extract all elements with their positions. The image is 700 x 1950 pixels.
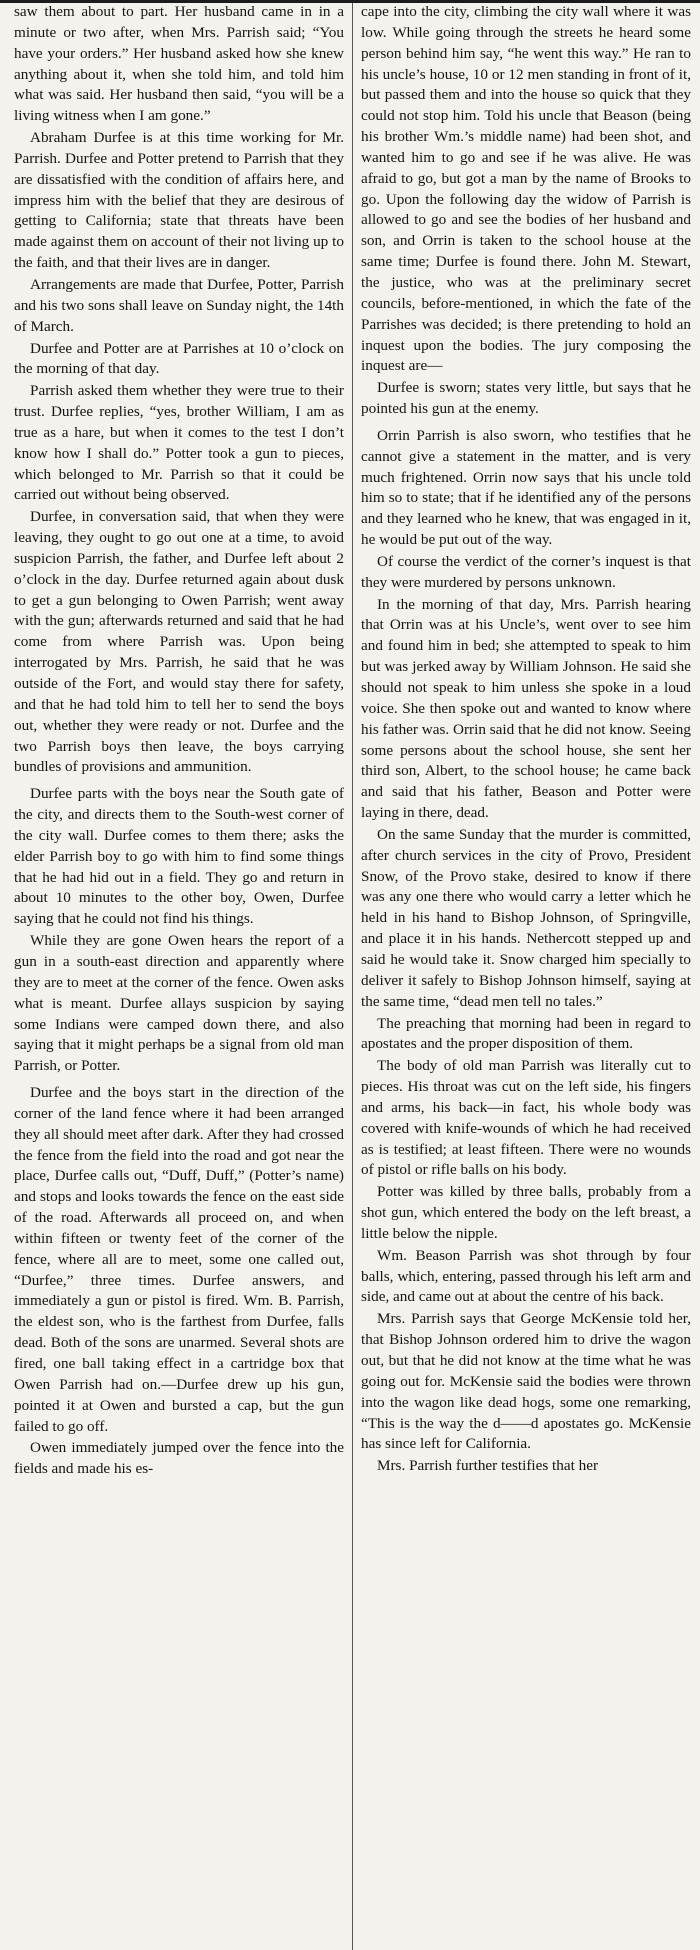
paragraph: Owen immediately jumped over the fence into the fields and made his es- <box>14 1439 344 1478</box>
paragraph: Abraham Durfee is at this time working for Mr. Parrish. Durfee and Potter pretend to Parrish that they are dissatisfied with the condition of affairs here, and impress him with the belief that they are desirous of getting to California; state that threats have been made against them on account of their not living up to the faith, and that their lives are in danger. <box>14 129 344 272</box>
paragraph: On the same Sunday that the murder is committed, after church services in the city of Provo, President Snow, of the Provo stake, desired to know if there was any one there who would carry a letter which he held in his hand to Bishop Johnson, of Springville, and place it in his hands. Nethercott stepped up and said he would take it. Snow charged him specially to deliver it safely to Bishop Johnson himself, saying at the same time, “dead men tell no tales.” <box>361 825 691 1010</box>
paragraph: In the morning of that day, Mrs. Parrish hearing that Orrin was at his Uncle’s, went over to see him and found him in bed; she attempted to speak to him but was jerked away by William Johnson. He said she should not speak to him unless she spoke in a loud voice. She then spoke out and wanted to know where his father was. Orrin said that he did not know. Seeing some persons about the school house, she sent her third son, Albert, to the school house; he came back and said that his father, Beason and Potter were laying in there, dead. <box>361 595 691 822</box>
paragraph: The body of old man Parrish was literally cut to pieces. His throat was cut on the left side, his fingers and arms, his back—in fact, his whole body was covered with knife-wounds of which he had received as is testified; at least fifteen. There were no wounds of pistol or rifle balls on his body. <box>361 1057 691 1179</box>
paragraph: Orrin Parrish is also sworn, who testifies that he cannot give a statement in the matter, and is very much frightened. Orrin now says that his uncle told him so to state; that if he identified any of the persons and they learned who he knew, that was engaged in it, he would be put out of the way. <box>361 426 691 549</box>
paragraph: Parrish asked them whether they were true to their trust. Durfee replies, “yes, brother William, I am as true as a hare, but when it comes to the test I don’t know how I shall do.” Potter took a gun to pieces, which belonged to Mr. Parrish so that it could be carried out without being observed. <box>14 382 344 504</box>
paragraph: Durfee and the boys start in the direction of the corner of the land fence where it had been arranged they all should meet after dark. After they had crossed the fence from the field into the road and got near the place, Durfee calls out, “Duff, Duff,” (Potter’s name) and stops and looks towards the fence on the east side of the road. Afterwards all proceed on, and when within fifteen or twenty feet of the corner of the fence, where all are to meet, some one called out, “Durfee,” three times. Durfee answers, and immediately a gun or pistol is fired. Wm. B. Parrish, the eldest son, who is the farthest from Durfee, falls dead. Both of the sons are unarmed. Several shots are fired, one ball taking effect in a cartridge box that Owen Parrish had on.—Durfee drew up his gun, pointed it at Owen and bursted a cap, but the gun failed to go off. <box>14 1084 344 1435</box>
paragraph: saw them about to part. Her husband came in in a minute or two after, when Mrs. Parrish said; “You have your orders.” Her husband asked how she knew anything about it, when she told him, and told him what was said. Her husband then said, “you will be a living witness when I am gone.” <box>14 3 344 125</box>
paragraph: Arrangements are made that Durfee, Potter, Parrish and his two sons shall leave on Sunday night, the 14th of March. <box>14 275 344 335</box>
column-divider <box>352 0 353 1950</box>
paragraph: Durfee is sworn; states very little, but says that he pointed his gun at the enemy. <box>361 379 691 418</box>
paragraph: While they are gone Owen hears the report of a gun in a south-east direction and apparently where they are to meet at the corner of the fence. Owen asks what is meant. Durfee allays suspicion by saying some Indians were camped down there, and also saying that it might perhaps be a signal from old man Parrish, or Potter. <box>14 932 344 1075</box>
paragraph: Wm. Beason Parrish was shot through by four balls, which, entering, passed through his left arm and side, and came out at about the centre of his back. <box>361 1246 691 1306</box>
column-right <box>355 0 691 1950</box>
paragraph: Durfee parts with the boys near the South gate of the city, and directs them to the South-west corner of the city wall. Durfee comes to them there; asks the elder Parrish boy to go with him to find some things that he had hid out in a field. They go and return in about 10 minutes to the other boy, Owen, Durfee saying that he could not find his things. <box>14 785 344 928</box>
top-rule <box>0 0 700 3</box>
paragraph: Mrs. Parrish says that George McKensie told her, that Bishop Johnson ordered him to drive the wagon out, but that he did not know at the time what he was going out for. McKensie said the bodies were thrown into the wagon like dead hogs, some one remarking, “This is the way the d——d apostates go. McKensie has since left for California. <box>361 1310 691 1453</box>
paragraph: cape into the city, climbing the city wall where it was low. While going through the streets he heard some person behind him say, “he went this way.” He ran to his uncle’s house, 10 or 12 men standing in front of it, but passed them and into the house so quick that they could not stop him. Told his uncle that Beason (being his brother Wm.’s middle name) had been shot, and wanted him to go and see if he was alive. He was afraid to go, but got a man by the name of Brooks to go. Upon the following day the widow of Parrish is allowed to go and see the bodies of her husband and son, and Orrin is taken to the school house at the same time; Durfee is found there. John M. Stewart, the justice, who was at the preliminary secret councils, before-mentioned, in which the fate of the Parrishes was decided; is there pretending to hold an inquest upon the bodies. The jury composing the inquest are— <box>361 3 691 375</box>
paragraph: Of course the verdict of the corner’s inquest is that they were murdered by persons unknown. <box>361 552 691 591</box>
column-left <box>14 0 350 1950</box>
paragraph: Durfee and Potter are at Parrishes at 10 o’clock on the morning of that day. <box>14 339 344 378</box>
paragraph: Durfee, in conversation said, that when they were leaving, they ought to go out one at a time, to avoid suspicion Parrish, the father, and Durfee left about 2 o’clock in the day. Durfee returned again about dusk to get a gun belonging to Owen Parrish; went away with the gun; afterwards returned and said that he had come from where Parrish was. Upon being interrogated by Mrs. Parrish, he said that he was outside of the Fort, and would stay there for safety, and that he had told him to tell her to send the boys out, whether they were ready or not. Durfee and the two Parrish boys then leave, the boys carrying bundles of provisions and ammunition. <box>14 508 344 776</box>
paragraph: The preaching that morning had been in regard to apostates and the proper disposition of them. <box>361 1014 691 1053</box>
paragraph: Potter was killed by three balls, probably from a shot gun, which entered the body on the left breast, a little below the nipple. <box>361 1183 691 1242</box>
paragraph: Mrs. Parrish further testifies that her <box>377 1457 599 1475</box>
